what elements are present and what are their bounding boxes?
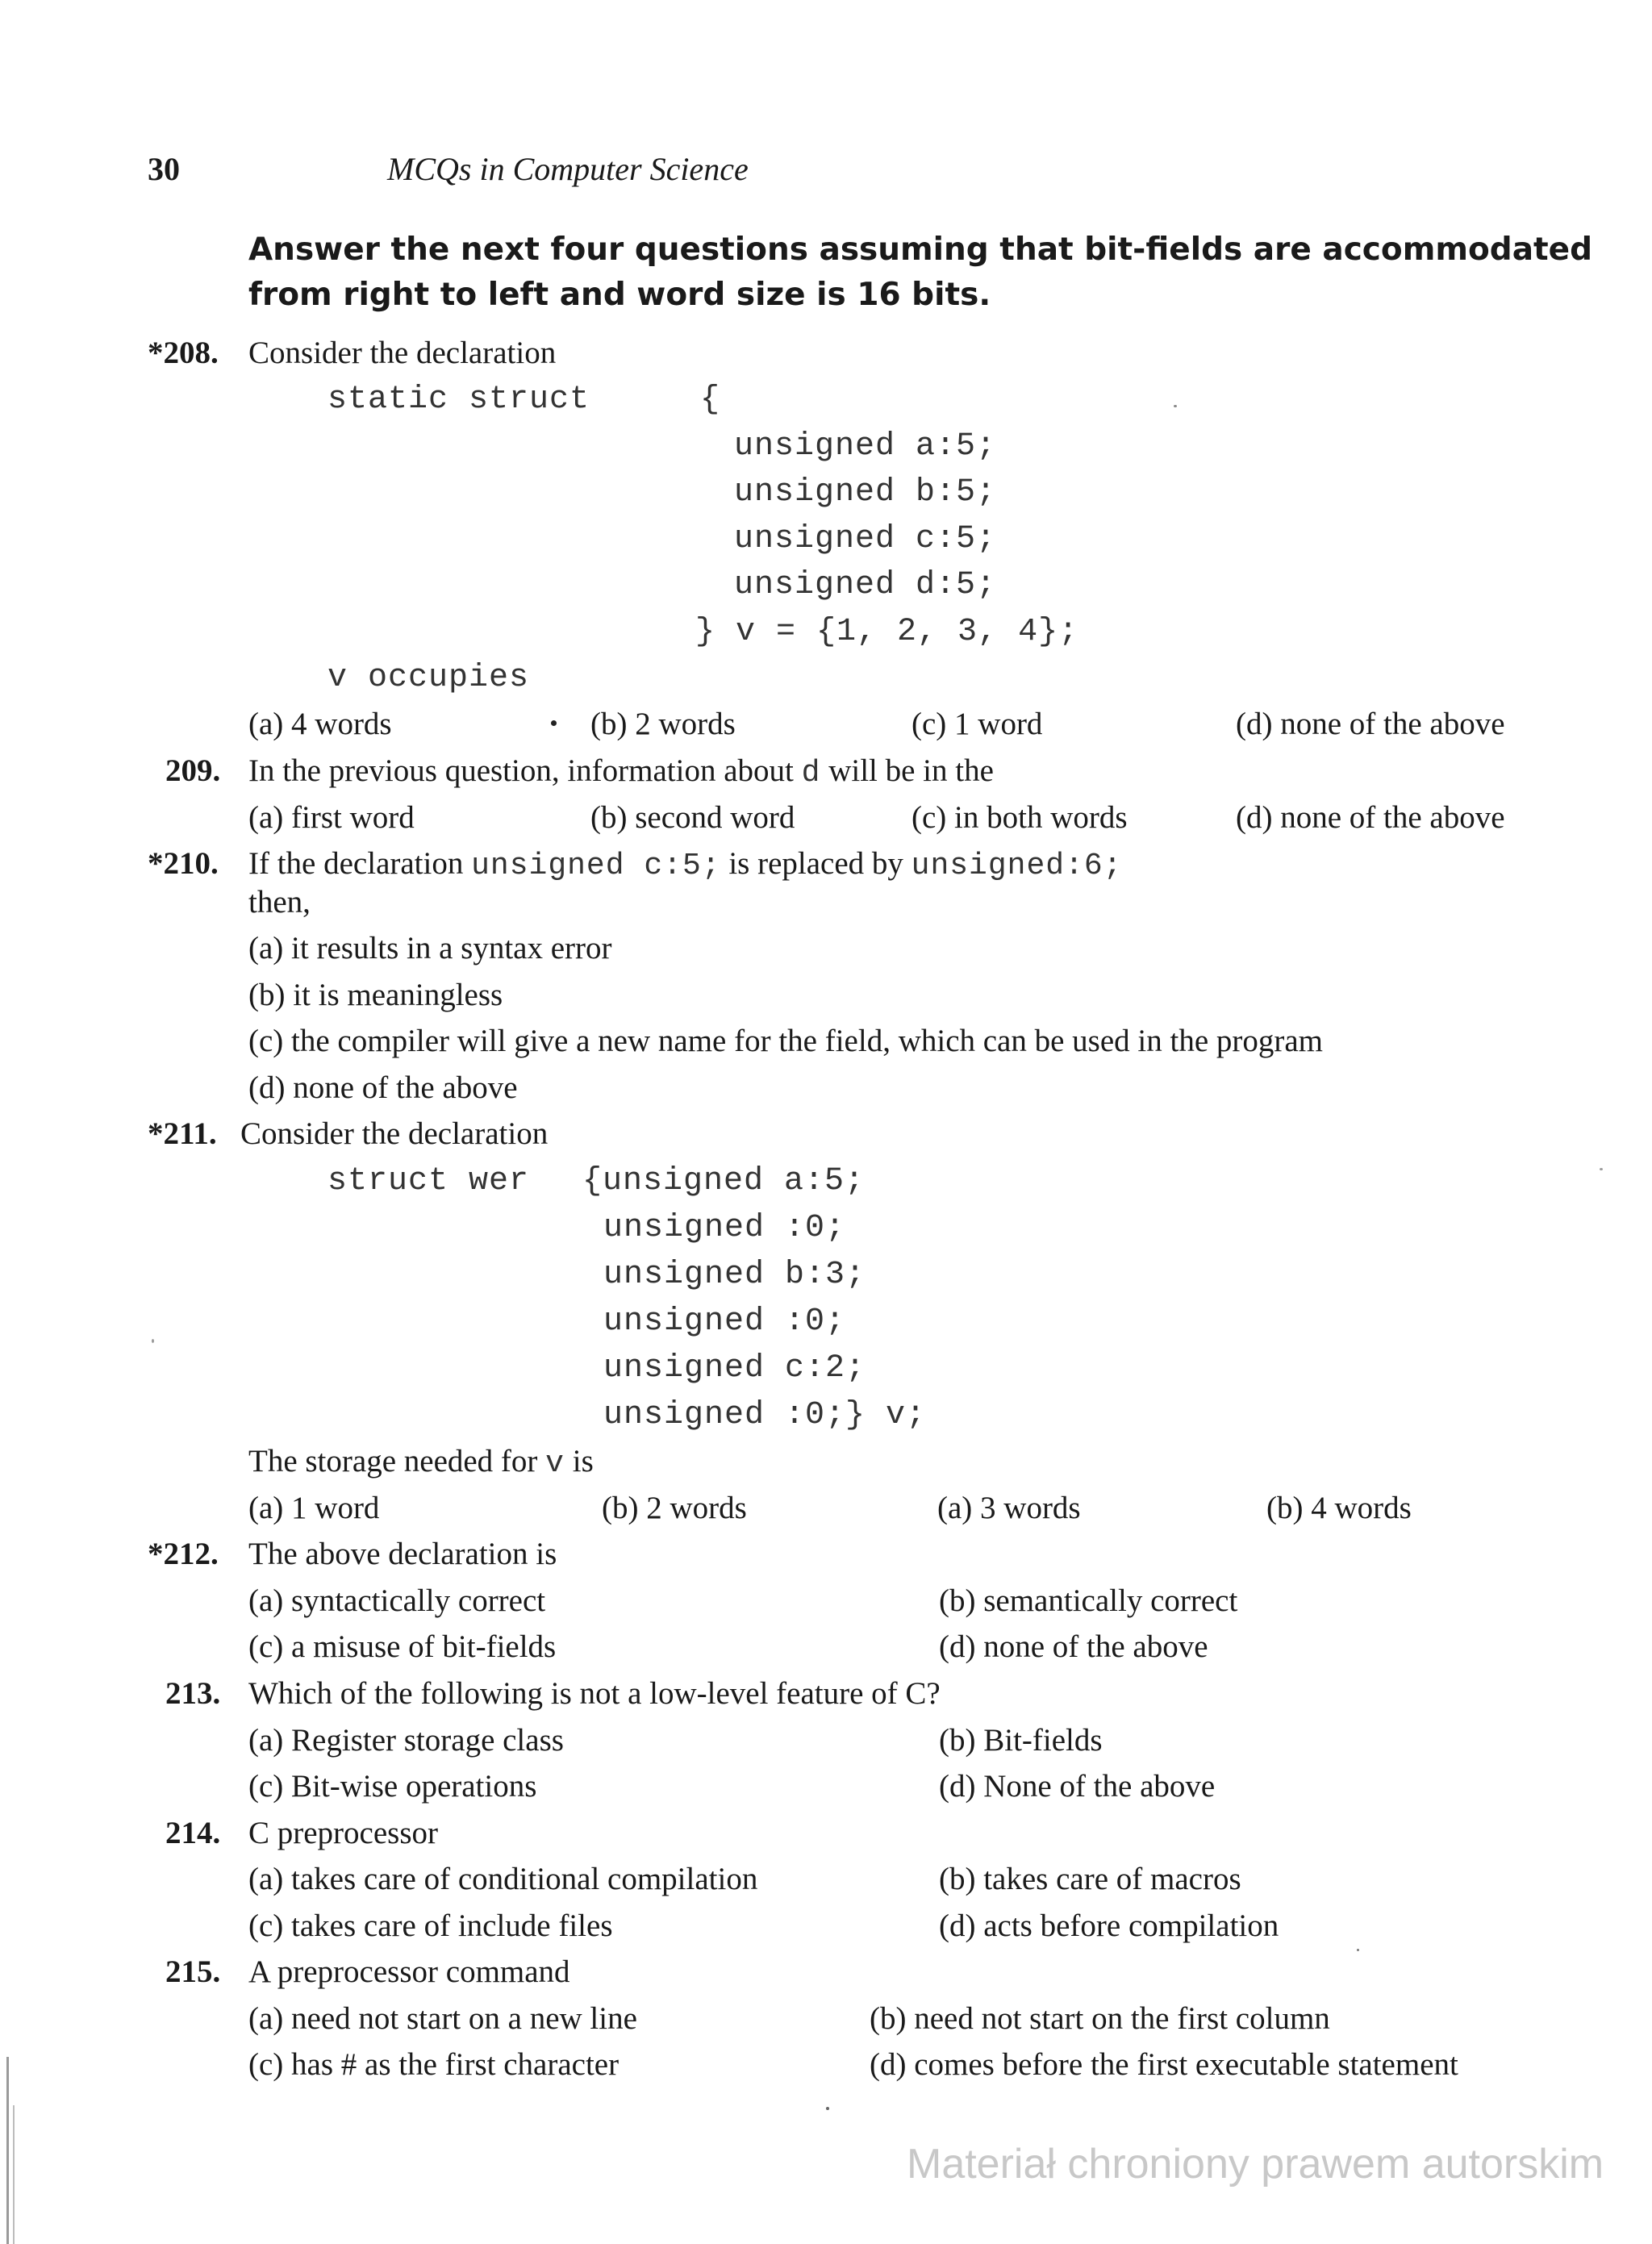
q212-option-a: (a) syntactically correct (248, 1583, 546, 1618)
q209-option-c: (c) in both words (912, 800, 1128, 835)
q208-code-line: v occupies (327, 660, 530, 696)
question-215-stem: A preprocessor command (248, 1954, 570, 1989)
q210-option-a: (a) it results in a syntax error (248, 931, 612, 966)
q208-code-line: unsigned b:5; (734, 474, 997, 511)
q211-code-line: unsigned c:2; (603, 1350, 866, 1387)
q214-option-b: (b) takes care of macros (939, 1862, 1241, 1896)
q211-code-line: unsigned b:3; (603, 1257, 866, 1293)
scan-speck (1600, 1168, 1603, 1170)
q210-option-d: (d) none of the above (248, 1070, 518, 1105)
question-209-number: 209. (165, 753, 221, 788)
q210-option-c: (c) the compiler will give a new name for the field, which can be used in the program (248, 1024, 1324, 1058)
question-211-stem: Consider the declaration (240, 1116, 549, 1151)
q209-option-d: (d) none of the above (1236, 800, 1505, 835)
running-title: MCQs in Computer Science (387, 151, 749, 187)
question-211-number: *211. (148, 1116, 217, 1151)
q215-option-c: (c) has # as the first character (248, 2047, 620, 2082)
question-214-number: 214. (165, 1816, 221, 1850)
question-208-number: *208. (148, 336, 219, 370)
question-212-stem: The above declaration is (248, 1537, 557, 1571)
q213-option-b: (b) Bit-fields (939, 1723, 1103, 1758)
q211-code-line: unsigned :0;} v; (603, 1397, 927, 1433)
scan-speck (1174, 405, 1177, 407)
q208-code-line: } v = {1, 2, 3, 4}; (695, 614, 1079, 650)
question-212-number: *212. (148, 1537, 219, 1571)
q211-code-line: unsigned :0; (603, 1210, 846, 1246)
speck-dot (551, 720, 557, 726)
q211-code-line: unsigned :0; (603, 1303, 846, 1340)
q212-option-b: (b) semantically correct (939, 1583, 1238, 1618)
q212-option-c: (c) a misuse of bit-fields (248, 1629, 557, 1664)
q214-option-a: (a) takes care of conditional compilation (248, 1862, 758, 1896)
q214-option-d: (d) acts before compilation (939, 1908, 1279, 1943)
question-210-stem-cont: then, (248, 885, 311, 920)
q211-storage-question: The storage needed for v is (248, 1444, 594, 1481)
q209-option-a: (a) first word (248, 800, 415, 835)
question-213-stem: Which of the following is not a low-level feature of C? (248, 1676, 941, 1711)
q211-option-d: (b) 4 words (1266, 1491, 1412, 1525)
page-edge-line (13, 2105, 15, 2244)
q211-option-c: (a) 3 words (937, 1491, 1081, 1525)
q208-option-a: (a) 4 words (248, 707, 392, 741)
q208-code-line: unsigned a:5; (734, 428, 997, 465)
question-210-number: *210. (148, 846, 219, 881)
q213-option-d: (d) None of the above (939, 1769, 1216, 1804)
q208-option-b: (b) 2 words (590, 707, 736, 741)
question-208-stem: Consider the declaration (248, 336, 557, 370)
q208-option-c: (c) 1 word (912, 707, 1043, 741)
scan-speck (826, 2107, 829, 2110)
q215-option-a: (a) need not start on a new line (248, 2001, 637, 2036)
q212-option-d: (d) none of the above (939, 1629, 1208, 1664)
question-214-stem: C preprocessor (248, 1816, 439, 1850)
question-215-number: 215. (165, 1954, 221, 1989)
question-209-stem: In the previous question, information about d will be in the (248, 753, 994, 790)
q211-code-line: {unsigned a:5; (582, 1163, 866, 1199)
q208-code-line: unsigned d:5; (734, 567, 997, 603)
q208-code-line: unsigned c:5; (734, 521, 997, 557)
question-210-stem: If the declaration unsigned c:5; is replaced by unsigned:6; (248, 846, 1123, 883)
scan-speck (152, 1339, 154, 1343)
copyright-watermark: Materiał chroniony prawem autorskim (907, 2141, 1604, 2188)
q213-option-c: (c) Bit-wise operations (248, 1769, 537, 1804)
q211-code-line: struct wer (327, 1163, 530, 1199)
q211-option-b: (b) 2 words (602, 1491, 747, 1525)
question-213-number: 213. (165, 1676, 221, 1711)
q211-option-a: (a) 1 word (248, 1491, 380, 1525)
q208-option-d: (d) none of the above (1236, 707, 1505, 741)
q208-code-brace: { (700, 382, 721, 418)
page-number: 30 (148, 151, 180, 187)
page-edge-line (6, 2057, 9, 2244)
scan-speck (1357, 1949, 1359, 1951)
q210-option-b: (b) it is meaningless (248, 978, 503, 1012)
q213-option-a: (a) Register storage class (248, 1723, 564, 1758)
q215-option-b: (b) need not start on the first column (870, 2001, 1330, 2036)
q208-code-line: static struct (327, 382, 590, 418)
instruction-text: Answer the next four questions assuming that bit-fields are accommodated from right to left and word size is 16 bits. (248, 231, 1593, 313)
q215-option-d: (d) comes before the first executable statement (870, 2047, 1458, 2082)
q209-option-b: (b) second word (590, 800, 795, 835)
q214-option-c: (c) takes care of include files (248, 1908, 613, 1943)
